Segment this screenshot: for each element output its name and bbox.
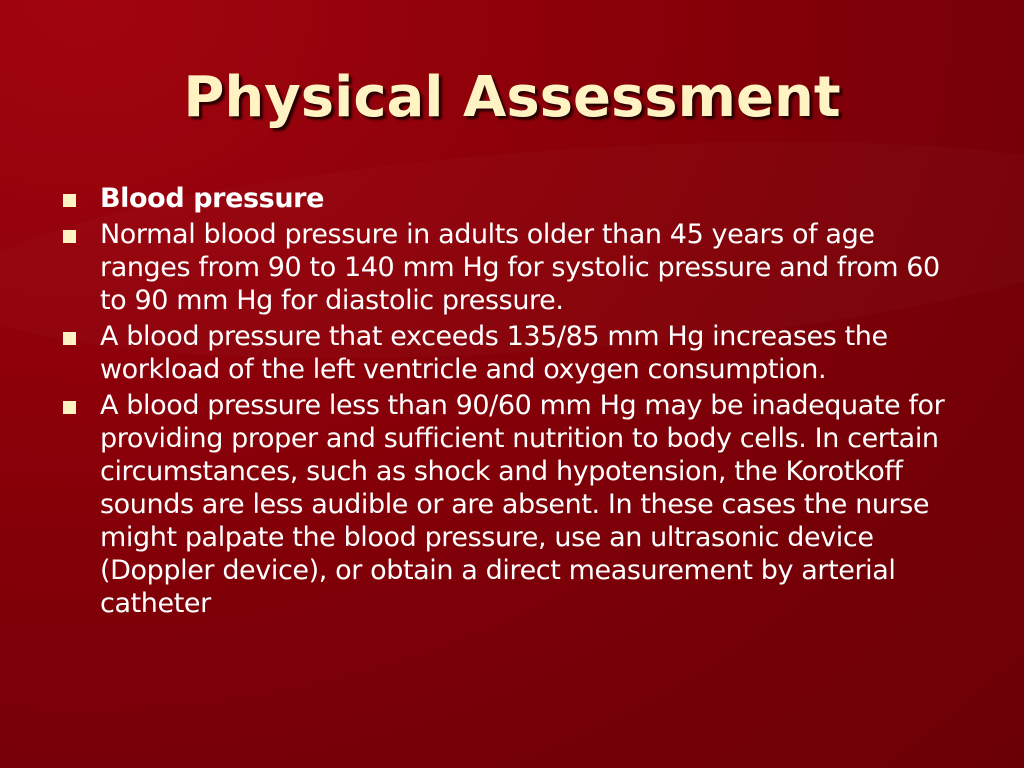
square-bullet-icon <box>63 401 76 414</box>
bullet-item <box>63 320 963 386</box>
bullet-text: Normal blood pressure in adults older than 45 years of age ranges from 90 to 140 mm Hg for systolic pressure and from 60 to 90 mm Hg for diastolic pressure. <box>100 219 940 316</box>
square-bullet-icon <box>63 332 76 345</box>
square-bullet-icon <box>63 194 76 207</box>
bullet-item <box>63 182 963 215</box>
slide-title: Physical Assessment <box>183 65 841 130</box>
bullet-item <box>63 218 963 317</box>
square-bullet-icon <box>63 230 76 243</box>
bullet-text: A blood pressure that exceeds 135/85 mm Hg increases the workload of the left ventricle and oxygen consumption. <box>100 321 888 385</box>
bullet-item <box>63 389 963 620</box>
bullet-list <box>63 182 963 623</box>
bullet-heading: Blood pressure <box>100 183 325 214</box>
bullet-text: A blood pressure less than 90/60 mm Hg may be inadequate for providing proper and sufficient nutrition to body cells. In certain circumstances, such as shock and hypotension, the Korotkoff sounds are less audible or are absent. In these cases the nurse might palpate the blood pressure, use an ultrasonic device (Doppler device), or obtain a direct measurement by arterial catheter <box>100 390 945 619</box>
